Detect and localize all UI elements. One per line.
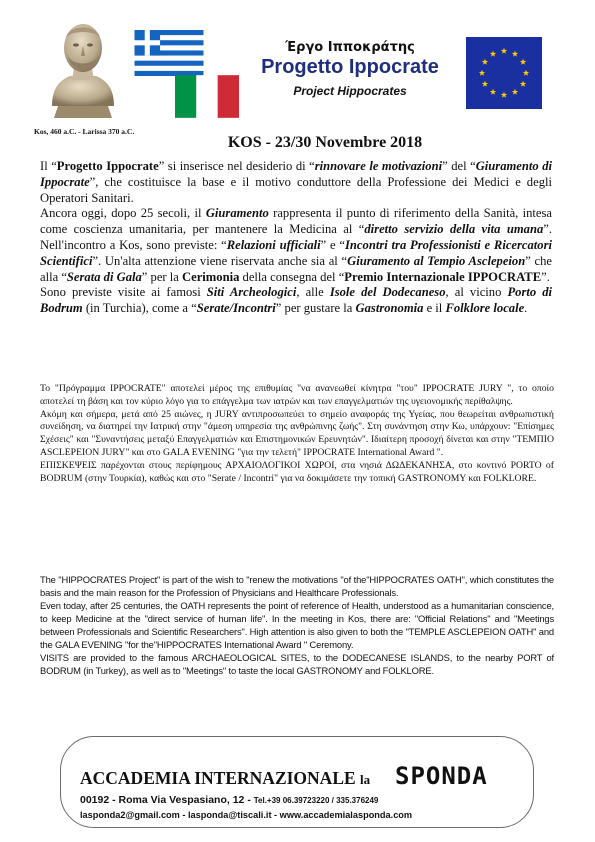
text-run: Relazioni ufficiali: [226, 237, 321, 252]
greek-paragraph-3: ΕΠΙΣΚΕΨΕΙΣ παρέχονται στους περίφημους ΑΡΧΑΙΟΛΟΓΙΚΟΙ ΧΩΡΟΙ, στα νησιά ΔΩΔΕΚΑΝΗΣΑ, στο κοντινό PORTO of BODRUM (στην Τουρκία), καθώς και στο "Serate / Incontri" για να δοκιμάσετε την τοπική GASTRONOMY και FOLKLORE.: [40, 459, 554, 484]
text-run: rappresenta il punto di riferimento della Sanità, intesa come coscienza umanitaria, per mantenere la Medicina al “: [40, 206, 553, 237]
text-run: Giuramento: [205, 206, 269, 221]
text-run: Giuramento al Tempio Asclepeion: [347, 253, 526, 268]
address-text: 00192 - Roma Via Vespasiano, 12 -: [80, 794, 254, 806]
english-paragraph-2: Even today, after 25 centuries, the OATH represents the point of reference of Health, understood as a humanitarian conscience, to keep Medicine at the "direct service of human life". In the meeting in Kos, there are: "Official Relations" and "Meetings between Professionals and Scientific Researchers". High attention is also given to both the "TEMPLE ASCLEPEION OATH" and the GALA EVENING "for the"HIPPOCRATES International Award " Ceremony.: [40, 600, 554, 650]
italian-paragraph-3: [40, 285, 552, 317]
greek-section: [40, 383, 554, 485]
text-run: Gastronomia: [355, 301, 424, 316]
english-section: [40, 573, 554, 677]
text-run: Serate/Incontri: [196, 301, 276, 316]
text-run: della consegna del “: [239, 269, 345, 284]
text-run: ” si inserisce nel desiderio di “: [158, 159, 315, 173]
organization-name: ACCADEMIA INTERNAZIONALE: [80, 768, 356, 788]
italian-paragraph-2: [40, 206, 552, 285]
text-run: ”, che costituisce la base e il motivo conduttore della Professione dei Medici e degli Operatori Sanitari.: [40, 174, 552, 205]
text-run: Isole del Dodecaneso: [329, 285, 446, 300]
text-run: (in Turchia), come a “: [82, 301, 197, 316]
footer-address: [80, 794, 378, 806]
footer-contacts[interactable]: lasponda2@gmail.com - lasponda@tiscali.it - www.accademialasponda.com: [80, 810, 413, 820]
text-run: ” che alla “: [40, 253, 553, 284]
text-run: Il “: [40, 159, 57, 173]
text-run: e il: [423, 301, 446, 316]
text-run: Sono previste visite ai famosi: [40, 285, 207, 300]
text-run: ” per la: [141, 269, 183, 284]
text-run: , alle: [296, 285, 330, 300]
european-union-flag-icon: [466, 37, 542, 109]
greek-paragraph-2: Ακόμη και σήμερα, μετά από 25 αιώνες, η JURY αντιπροσωπεύει το σημείο αναφοράς της Υγείας, που θεωρείται ανθρωπιστική συνείδηση, να διατηρεί την Ιατρική στην "άμεση υπηρεσία της ανθρώπινης ζωής". Στη συνάντηση στην Κω, υπάρχουν: "Επίσημες Σχέσεις" και "Συναντήσεις μεταξύ Επαγγελματιών και Επιστημονικών Ερευνητών". Ιδιαίτερη προσοχή δίνεται και στην "ΤΕΜΠΙΟ ASCLEPEION JURY" και στο GALA EVENING "για την τελετή" IPPOCRATE International Award ".: [40, 408, 554, 458]
sponda-logo: SPONDA: [395, 762, 488, 790]
text-run: , al vicino: [445, 285, 508, 300]
italian-paragraph-1: [40, 159, 552, 206]
text-run: rinnovare le motivazioni: [314, 159, 443, 173]
text-run: .: [524, 301, 528, 316]
text-run: Folklore locale: [445, 301, 525, 316]
title-greek: Έργο Ιπποκράτης: [285, 40, 415, 55]
text-run: ”. Un'alta attenzione viene riservata anche sia al “: [92, 253, 348, 268]
organization-la: la: [360, 772, 371, 787]
english-paragraph-1: The "HIPPOCRATES Project" is part of the wish to "renew the motivations "of the"HIPPOCRATES OATH", which constitutes the basis and the main reason for the Profession of Physicians and Healthcare Professionals.: [40, 574, 554, 598]
text-run: Giuramento di Ippocrate: [40, 159, 552, 189]
text-run: Incontri tra Professionisti e Ricercatori Scientifici: [40, 237, 552, 268]
title-english: Project Hippocrates: [293, 84, 407, 98]
text-run: ”.: [541, 269, 550, 284]
footer-organization: [80, 768, 370, 789]
text-run: ” e “: [320, 237, 346, 252]
title-italian: Progetto Ippocrate: [261, 56, 439, 78]
text-run: Siti Archeologici: [206, 285, 297, 300]
italy-flag-icon: [175, 75, 239, 118]
text-run: ” per gustare la: [275, 301, 356, 316]
greece-flag-icon: [133, 30, 205, 76]
text-run: Cerimonia: [182, 269, 240, 284]
english-paragraph-3: VISITS are provided to the famous ARCHAEOLOGICAL SITES, to the DODECANESE ISLANDS, to the nearby PORT of BODRUM (in Turkey), as well as to "Meetings" to taste the local GASTRONOMY and FOLKLORE.: [40, 652, 554, 676]
text-run: ”. Nell'incontro a Kos, sono previste: “: [40, 222, 552, 252]
text-run: diretto servizio della vita umana: [364, 222, 544, 237]
text-run: Premio Internazionale IPPOCRATE: [344, 269, 542, 284]
greek-paragraph-1: Το "Πρόγραμμα IPPOCRATE" αποτελεί μέρος της επιθυμίας "να ανανεωθεί κίνητρα "του" IPPOCRATE JURY ", το οποίο αποτελεί τη βάση και τον κύριο λόγο για το επάγγελμα των ιατρών και των επαγγελματιών της υγειονομικής περίθαλψης.: [40, 383, 554, 407]
text-run: ” del “: [442, 159, 476, 173]
italian-section: [40, 159, 552, 317]
text-run: Progetto Ippocrate: [56, 159, 159, 173]
phone-numbers: Tel.+39 06.39723220 / 335.376249: [253, 796, 379, 805]
text-run: Porto di Bodrum: [40, 285, 553, 316]
portrait-caption: Kos, 460 a.C. - Larissa 370 a.C.: [34, 127, 135, 136]
hippocrates-bust-icon: [46, 18, 120, 120]
text-run: Serata di Gala: [66, 269, 142, 284]
event-date: KOS - 23/30 Novembre 2018: [227, 134, 423, 151]
text-run: Ancora oggi, dopo 25 secoli, il: [40, 206, 206, 221]
